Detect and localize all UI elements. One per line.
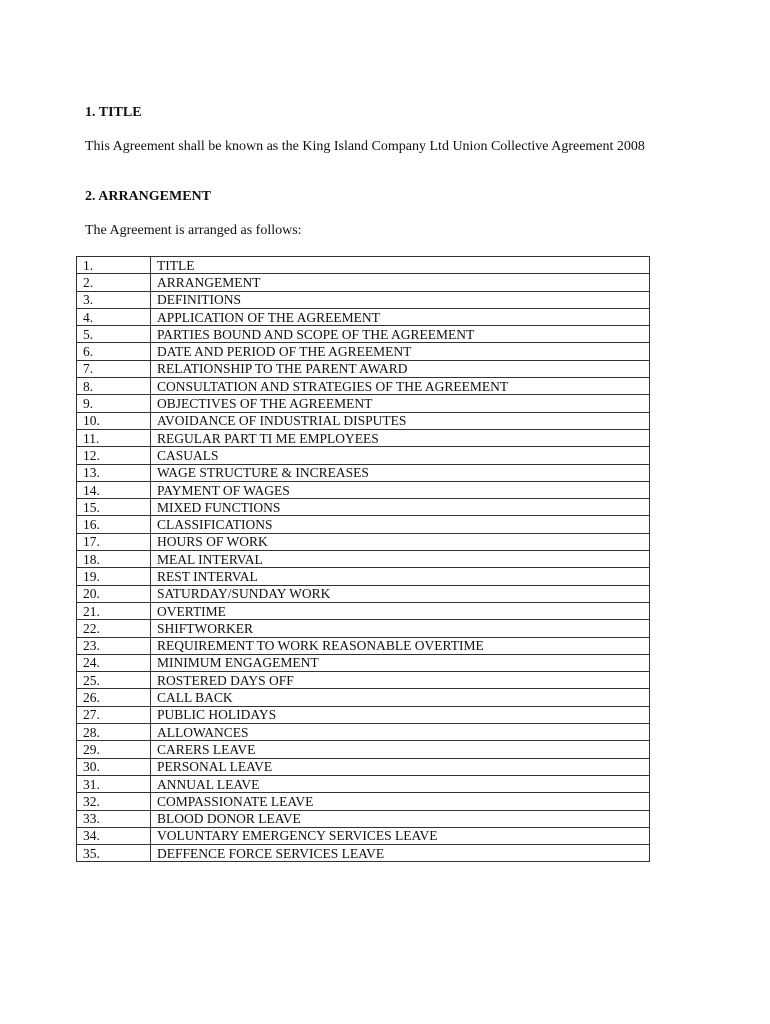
section-title: . ARRANGEMENT [92, 189, 212, 204]
table-row [77, 741, 650, 758]
clause-number: 26. [77, 689, 151, 706]
clause-title: RELATIONSHIP TO THE PARENT AWARD [151, 360, 650, 377]
clause-title: ARRANGEMENT [151, 274, 650, 291]
clause-title: ROSTERED DAYS OFF [151, 672, 650, 689]
clause-title: AVOIDANCE OF INDUSTRIAL DISPUTES [151, 412, 650, 429]
clause-number: 12. [77, 447, 151, 464]
clause-number: 22. [77, 620, 151, 637]
clause-title: ALLOWANCES [151, 724, 650, 741]
clause-title: REST INTERVAL [151, 568, 650, 585]
table-row [77, 429, 650, 446]
section-paragraph-title: This Agreement shall be known as the King Island Company Ltd Union Collective Agreement 2008 [85, 139, 645, 154]
clause-title: SATURDAY/SUNDAY WORK [151, 585, 650, 602]
clause-number: 24. [77, 654, 151, 671]
clause-number: 4. [77, 308, 151, 325]
clause-number: 30. [77, 758, 151, 775]
clause-title: PUBLIC HOLIDAYS [151, 706, 650, 723]
clause-title: TITLE [151, 257, 650, 274]
clause-number: 20. [77, 585, 151, 602]
clause-title: MEAL INTERVAL [151, 551, 650, 568]
table-row [77, 602, 650, 619]
clause-number: 9. [77, 395, 151, 412]
clause-number: 15. [77, 499, 151, 516]
clause-number: 7. [77, 360, 151, 377]
clause-number: 3. [77, 291, 151, 308]
clause-title: ANNUAL LEAVE [151, 775, 650, 792]
clause-number: 16. [77, 516, 151, 533]
clause-number: 6. [77, 343, 151, 360]
clause-title: PARTIES BOUND AND SCOPE OF THE AGREEMENT [151, 326, 650, 343]
table-row [77, 585, 650, 602]
clause-number: 32. [77, 793, 151, 810]
clause-title: BLOOD DONOR LEAVE [151, 810, 650, 827]
clause-number: 25. [77, 672, 151, 689]
table-row [77, 343, 650, 360]
table-row [77, 291, 650, 308]
clause-number: 17. [77, 533, 151, 550]
clause-title: CLASSIFICATIONS [151, 516, 650, 533]
clause-number: 10. [77, 412, 151, 429]
clause-title: MINIMUM ENGAGEMENT [151, 654, 650, 671]
section-paragraph-arrangement: The Agreement is arranged as follows: [85, 223, 302, 238]
table-row [77, 620, 650, 637]
clause-number: 5. [77, 326, 151, 343]
table-row [77, 516, 650, 533]
table-row [77, 689, 650, 706]
clause-number: 23. [77, 637, 151, 654]
table-row [77, 464, 650, 481]
clause-number: 2. [77, 274, 151, 291]
clause-title: CALL BACK [151, 689, 650, 706]
clause-title: MIXED FUNCTIONS [151, 499, 650, 516]
table-row [77, 447, 650, 464]
table-row [77, 845, 650, 862]
clause-title: DATE AND PERIOD OF THE AGREEMENT [151, 343, 650, 360]
arrangement-table [76, 256, 650, 862]
clause-number: 28. [77, 724, 151, 741]
table-row [77, 827, 650, 844]
clause-title: HOURS OF WORK [151, 533, 650, 550]
clause-title: WAGE STRUCTURE & INCREASES [151, 464, 650, 481]
clause-title: REQUIREMENT TO WORK REASONABLE OVERTIME [151, 637, 650, 654]
table-row [77, 654, 650, 671]
clause-title: APPLICATION OF THE AGREEMENT [151, 308, 650, 325]
table-row [77, 308, 650, 325]
table-row [77, 533, 650, 550]
table-row [77, 568, 650, 585]
table-row [77, 758, 650, 775]
table-row [77, 481, 650, 498]
clause-number: 31. [77, 775, 151, 792]
clause-title: COMPASSIONATE LEAVE [151, 793, 650, 810]
table-row [77, 551, 650, 568]
clause-number: 34. [77, 827, 151, 844]
clause-title: PAYMENT OF WAGES [151, 481, 650, 498]
section-number: 2 [85, 189, 92, 204]
table-row [77, 672, 650, 689]
clause-number: 21. [77, 602, 151, 619]
clause-title: CASUALS [151, 447, 650, 464]
clause-number: 27. [77, 706, 151, 723]
table-row [77, 326, 650, 343]
clause-number: 19. [77, 568, 151, 585]
arrangement-table-body [77, 257, 650, 862]
clause-title: OBJECTIVES OF THE AGREEMENT [151, 395, 650, 412]
clause-number: 13. [77, 464, 151, 481]
table-row [77, 257, 650, 274]
clause-number: 14. [77, 481, 151, 498]
table-row [77, 274, 650, 291]
clause-number: 1. [77, 257, 151, 274]
clause-number: 35. [77, 845, 151, 862]
section-number: 1 [85, 105, 92, 120]
clause-title: DEFINITIONS [151, 291, 650, 308]
clause-number: 33. [77, 810, 151, 827]
clause-title: VOLUNTARY EMERGENCY SERVICES LEAVE [151, 827, 650, 844]
clause-title: PERSONAL LEAVE [151, 758, 650, 775]
section-heading-arrangement [85, 189, 211, 205]
clause-title: REGULAR PART TI ME EMPLOYEES [151, 429, 650, 446]
clause-title: OVERTIME [151, 602, 650, 619]
table-row [77, 378, 650, 395]
clause-number: 8. [77, 378, 151, 395]
clause-title: CONSULTATION AND STRATEGIES OF THE AGREEMENT [151, 378, 650, 395]
section-title: . TITLE [92, 105, 142, 120]
clause-number: 18. [77, 551, 151, 568]
table-row [77, 499, 650, 516]
table-row [77, 706, 650, 723]
clause-title: CARERS LEAVE [151, 741, 650, 758]
table-row [77, 810, 650, 827]
clause-title: DEFFENCE FORCE SERVICES LEAVE [151, 845, 650, 862]
table-row [77, 724, 650, 741]
table-row [77, 775, 650, 792]
clause-title: SHIFTWORKER [151, 620, 650, 637]
table-row [77, 412, 650, 429]
clause-number: 11. [77, 429, 151, 446]
clause-number: 29. [77, 741, 151, 758]
table-row [77, 360, 650, 377]
table-row [77, 793, 650, 810]
section-heading-title [85, 105, 142, 121]
table-row [77, 637, 650, 654]
table-row [77, 395, 650, 412]
